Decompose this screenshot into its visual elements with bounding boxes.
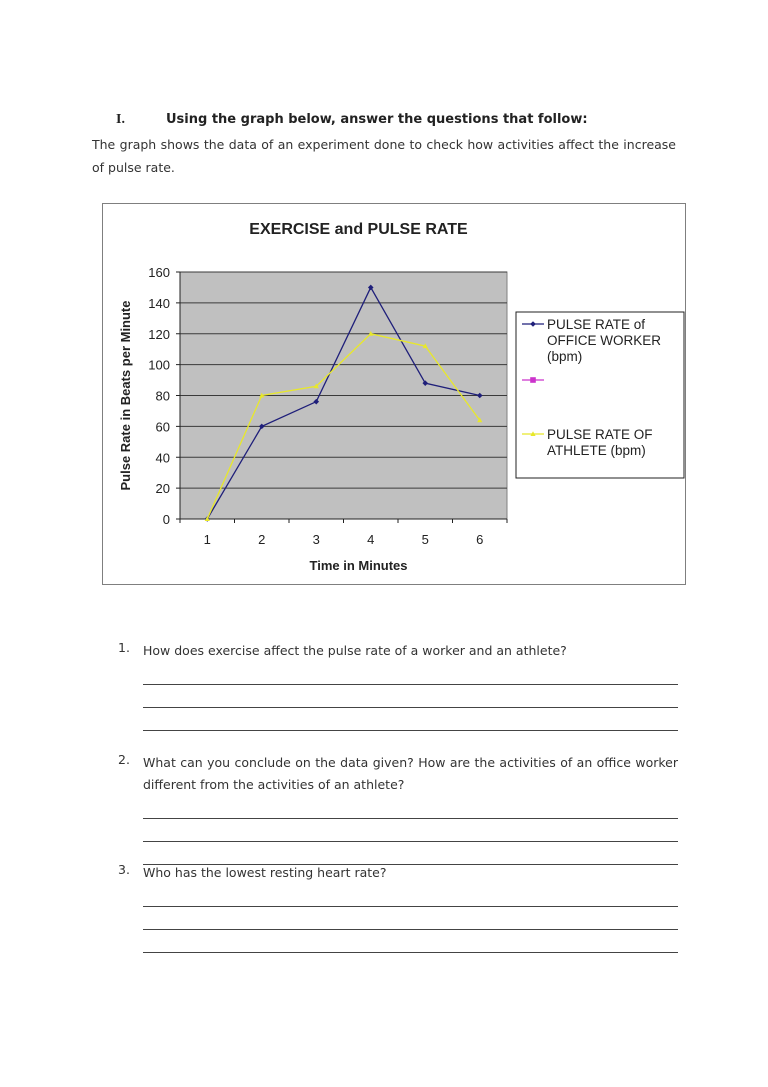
question-text: How does exercise affect the pulse rate of a worker and an athlete? xyxy=(143,643,567,658)
legend-label: PULSE RATE OF xyxy=(547,427,653,442)
question-number: 1. xyxy=(118,640,130,655)
x-tick-label: 1 xyxy=(203,532,211,547)
y-tick-label: 120 xyxy=(148,326,170,342)
question-1 xyxy=(118,640,678,731)
section-heading-text: Using the graph below, answer the questions that follow: xyxy=(166,112,588,127)
answer-line[interactable] xyxy=(143,930,678,953)
question-2 xyxy=(118,752,678,865)
y-tick-label: 80 xyxy=(155,388,170,404)
answer-line[interactable] xyxy=(143,708,678,731)
x-tick-label: 5 xyxy=(421,532,429,547)
answer-line[interactable] xyxy=(143,796,678,819)
question-number: 2. xyxy=(118,752,130,767)
exercise-pulse-chart xyxy=(103,204,685,584)
legend-label: ATHLETE (bpm) xyxy=(547,443,646,458)
answer-line[interactable] xyxy=(143,662,678,685)
answer-line[interactable] xyxy=(143,907,678,930)
question-text: Who has the lowest resting heart rate? xyxy=(143,865,387,880)
answer-line[interactable] xyxy=(143,685,678,708)
legend-label: PULSE RATE of xyxy=(547,317,646,332)
x-tick-label: 3 xyxy=(312,532,320,547)
x-tick-label: 2 xyxy=(258,532,266,547)
y-tick-label: 140 xyxy=(148,295,170,311)
y-tick-label: 160 xyxy=(148,265,170,280)
y-tick-label: 60 xyxy=(155,419,170,435)
y-axis-label: Pulse Rate in Beats per Minute xyxy=(118,300,133,491)
section-number: I. xyxy=(116,112,125,127)
question-text: What can you conclude on the data given? How are the activities of an office worker different from the activities of an athlete? xyxy=(143,755,678,792)
x-tick-label: 6 xyxy=(476,532,484,547)
answer-line[interactable] xyxy=(143,819,678,842)
x-tick-label: 4 xyxy=(367,532,375,547)
chart-frame xyxy=(102,203,686,585)
legend-marker xyxy=(530,377,536,383)
question-number: 3. xyxy=(118,862,130,877)
section-heading xyxy=(116,112,588,128)
answer-line[interactable] xyxy=(143,884,678,907)
y-tick-label: 100 xyxy=(148,357,170,373)
legend-label: OFFICE WORKER xyxy=(547,333,661,348)
chart-title: EXERCISE and PULSE RATE xyxy=(249,221,468,238)
x-axis-label: Time in Minutes xyxy=(309,558,408,573)
y-tick-label: 20 xyxy=(155,481,170,497)
y-tick-label: 40 xyxy=(155,450,170,466)
question-3 xyxy=(118,862,678,953)
y-tick-label: 0 xyxy=(162,512,170,527)
legend-label: (bpm) xyxy=(547,349,583,364)
intro-paragraph: The graph shows the data of an experiment done to check how activities affect the increase of pulse rate. xyxy=(92,137,676,175)
